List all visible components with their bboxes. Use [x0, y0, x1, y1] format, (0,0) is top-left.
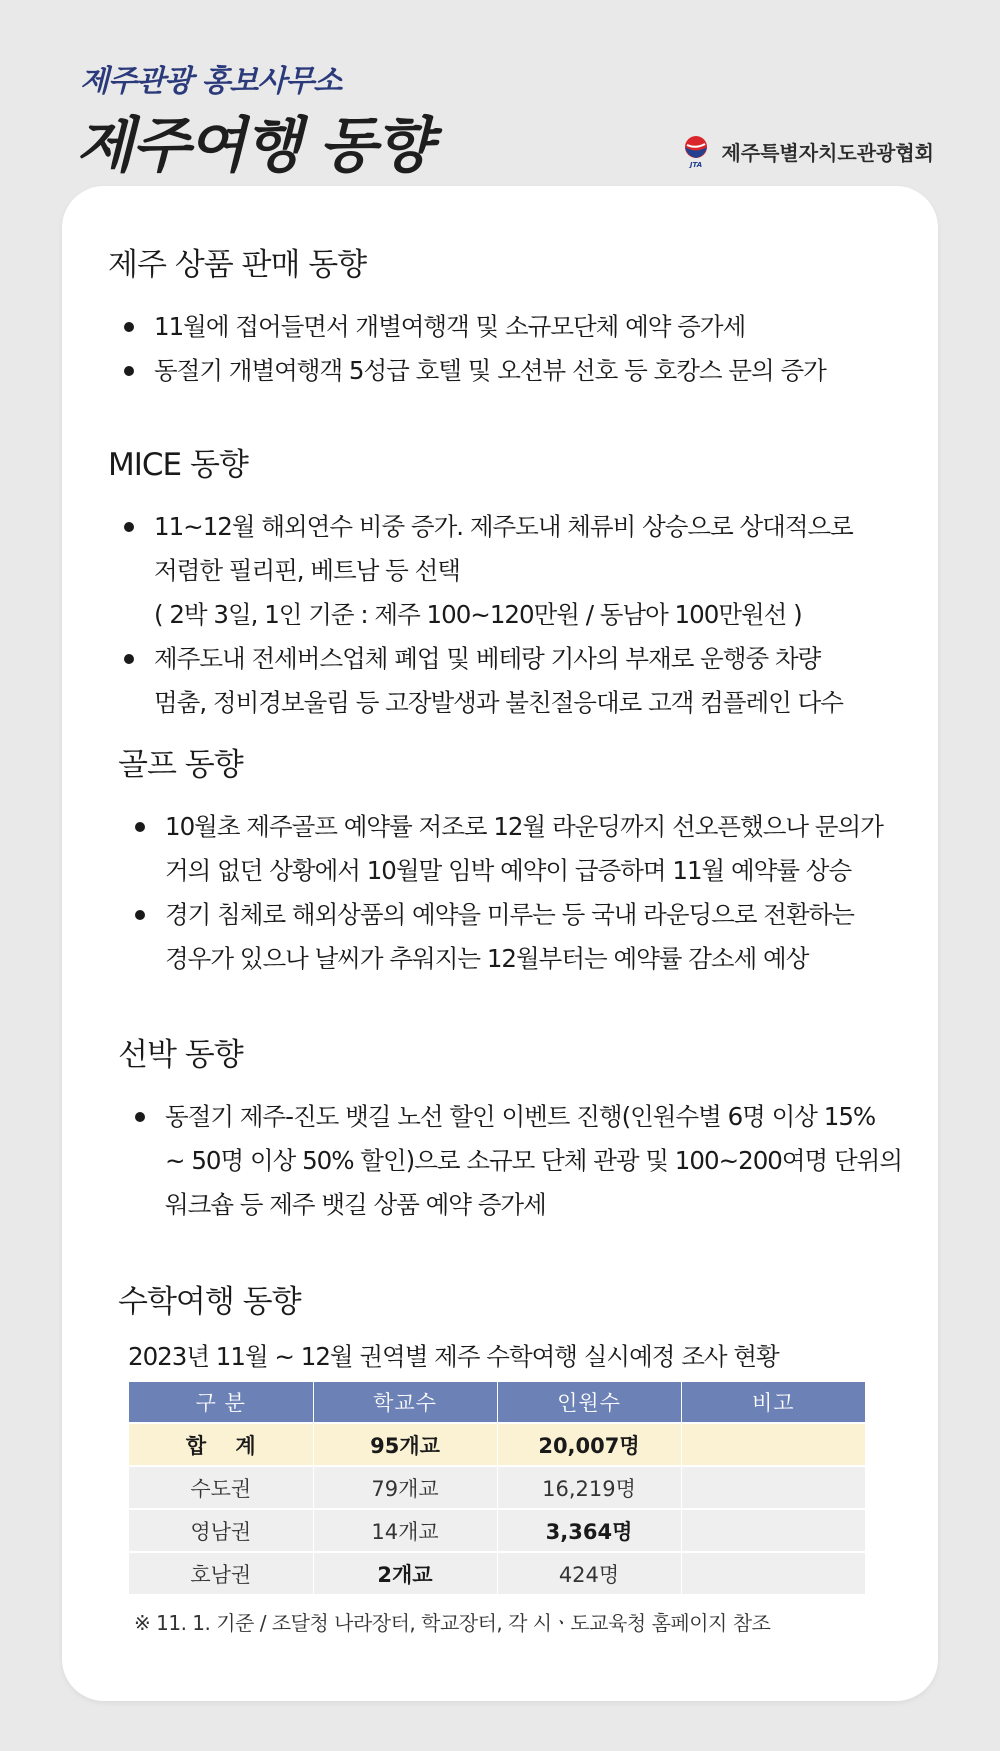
column-header: 비고 [681, 1382, 865, 1423]
table-header-row [129, 1382, 865, 1423]
table-caption: 2023년 11월 ~ 12월 권역별 제주 수학여행 실시예정 조사 현황 [128, 1342, 779, 1371]
list-item: 제주도내 전세버스업체 폐업 및 베테랑 기사의 부재로 운행중 차량 멈춤, 정비경보울림 등 고장발생과 불친절응대로 고객 컴플레인 다수 [154, 637, 938, 725]
section-mice [62, 439, 938, 725]
bullet-dot-icon [124, 522, 134, 532]
bullet-dot-icon [124, 366, 134, 376]
section-golf [62, 739, 938, 981]
table-footnote: ※ 11. 1. 기준 / 조달청 나라장터, 학교장터, 각 시ㆍ도교육청 홈페이지 참조 [134, 1611, 771, 1635]
cell-note [681, 1466, 865, 1509]
cell-region: 영남권 [129, 1509, 313, 1552]
table-row [129, 1466, 865, 1509]
cell-schools: 79개교 [313, 1466, 497, 1509]
org-name: 제주특별자치도관광협회 [721, 140, 934, 165]
list-item: 10월초 제주골프 예약률 저조로 12월 라운딩까지 선오픈했으나 문의가 거의 없던 상황에서 10월말 임박 예약이 급증하며 11월 예약률 상승 [165, 805, 938, 893]
org-badge [681, 134, 934, 168]
bullet-dot-icon [124, 322, 134, 332]
cell-people: 3,364명 [497, 1509, 681, 1552]
cell-note [681, 1509, 865, 1552]
cell-schools: 2개교 [313, 1552, 497, 1594]
cell-people: 16,219명 [497, 1466, 681, 1509]
column-header: 구 분 [129, 1382, 313, 1423]
content-card [62, 186, 938, 1701]
section-title-mice: MICE 동향 [108, 447, 248, 483]
cell-region: 호남권 [129, 1552, 313, 1594]
bullet-dot-icon [135, 910, 145, 920]
cell-people: 424명 [497, 1552, 681, 1594]
section-ship [62, 1029, 938, 1227]
sales-bullets [154, 305, 938, 393]
mice-bullets [154, 505, 938, 725]
table-row [129, 1509, 865, 1552]
list-item: 동절기 개별여행객 5성급 호텔 및 오션뷰 선호 등 호캉스 문의 증가 [154, 349, 938, 393]
section-title-golf: 골프 동향 [118, 747, 243, 783]
cell-note [681, 1552, 865, 1594]
golf-bullets [165, 805, 938, 981]
section-sales [62, 239, 938, 393]
bullet-dot-icon [135, 1112, 145, 1122]
svg-text:JTA: JTA [690, 161, 703, 168]
ship-bullets [165, 1095, 938, 1227]
column-header: 인원수 [497, 1382, 681, 1423]
page-title: 제주여행 동향 [76, 111, 431, 181]
cell-schools: 14개교 [313, 1509, 497, 1552]
cell-note [681, 1423, 865, 1466]
section-title-ship: 선박 동향 [118, 1037, 243, 1073]
jta-logo-icon [681, 134, 711, 168]
list-item: 동절기 제주-진도 뱃길 노선 할인 이벤트 진행(인원수별 6명 이상 15% ~ 50명 이상 50% 할인)으로 소규모 단체 관광 및 100~200여명 단위의 워크숍 등 제주 뱃길 상품 예약 증가세 [165, 1095, 938, 1227]
bullet-dot-icon [124, 654, 134, 664]
cell-people: 20,007명 [497, 1423, 681, 1466]
list-item: 경기 침체로 해외상품의 예약을 미루는 등 국내 라운딩으로 전환하는 경우가 있으나 날씨가 추워지는 12월부터는 예약률 감소세 예상 [165, 893, 938, 981]
section-title-school: 수학여행 동향 [118, 1284, 301, 1320]
bullet-dot-icon [135, 822, 145, 832]
cell-schools: 95개교 [313, 1423, 497, 1466]
table-row-total [129, 1423, 865, 1466]
list-item: 11~12월 해외연수 비중 증가. 제주도내 체류비 상승으로 상대적으로 저렴한 필리핀, 베트남 등 선택 ( 2박 3일, 1인 기준 : 제주 100~120만원 / 동남아 100만원선 ) [154, 505, 938, 637]
cell-region: 합 계 [129, 1423, 313, 1466]
column-header: 학교수 [313, 1382, 497, 1423]
section-title-sales: 제주 상품 판매 동향 [108, 247, 367, 283]
table-row [129, 1552, 865, 1594]
header-subtitle: 제주관광 홍보사무소 [80, 64, 342, 99]
section-school [62, 1276, 938, 1636]
survey-table [129, 1382, 865, 1594]
list-item: 11월에 접어들면서 개별여행객 및 소규모단체 예약 증가세 [154, 305, 938, 349]
cell-region: 수도권 [129, 1466, 313, 1509]
